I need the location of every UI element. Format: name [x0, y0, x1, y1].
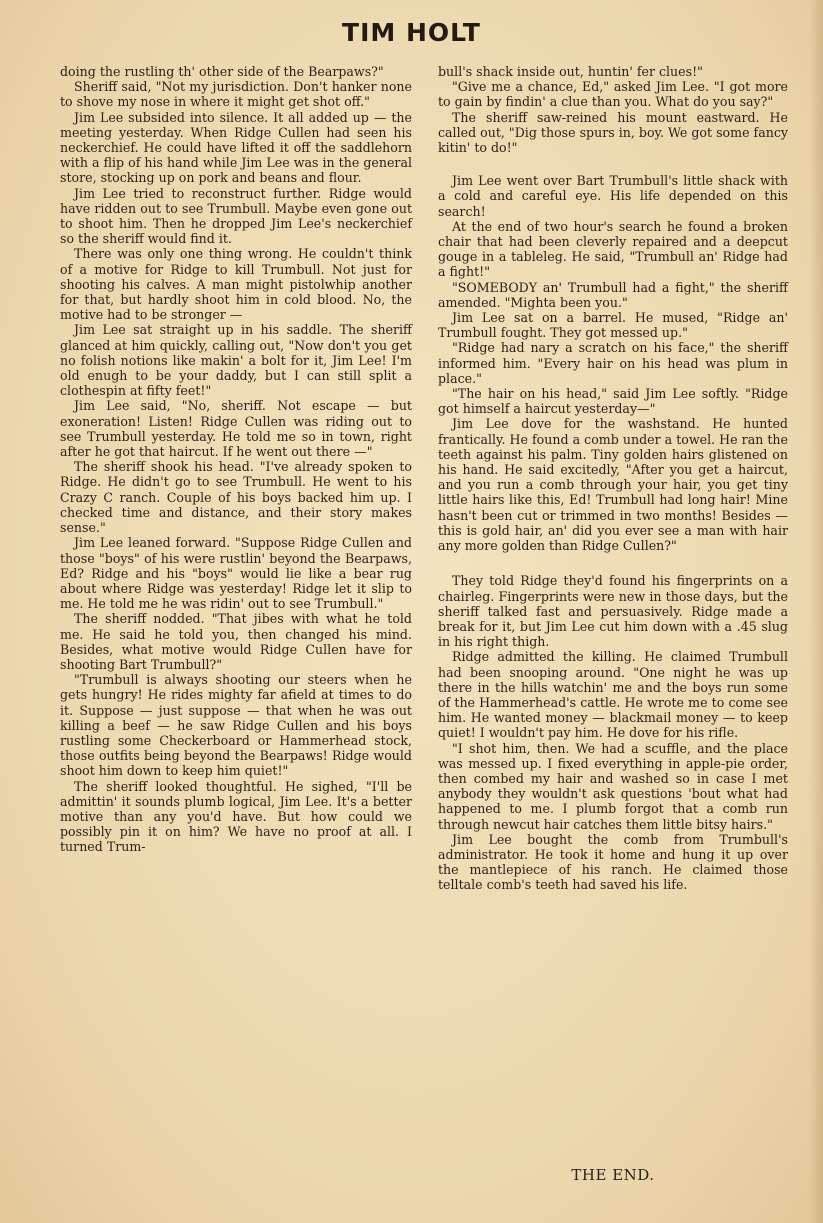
paragraph: bull's shack inside out, huntin' fer clues!" [438, 64, 703, 79]
paragraph: Jim Lee dove for the washstand. He hunted frantically. He found a comb under a towel. He ran the teeth against his palm. Tiny golden hairs glistened on his hand. He said excitedly, "After you get a haircut, and you run a comb through your hair, you get tiny little hairs like this, Ed! Trumbull had long hair! Mine hasn't been cut or trimmed in two months! Besides — this is gold hair, an' did you ever see a man with hair any more golden than Ridge Cullen?" [438, 416, 788, 554]
paragraph: "The hair on his head," said Jim Lee softly. "Ridge got himself a haircut yesterday—" [438, 386, 788, 417]
paragraph: Jim Lee subsided into silence. It all added up — the meeting yesterday. When Ridge Cullen had seen his neckerchief. He could have lifted it off the saddlehorn with a flip of his hand while Jim Lee was in the general store, stocking up on pork and beans and flour. [60, 109, 412, 186]
left-column [60, 64, 412, 855]
paragraph: Jim Lee sat on a barrel. He mused, "Ridge an' Trumbull fought. They got messed up." [438, 310, 788, 341]
paragraph: Jim Lee said, "No, sheriff. Not escape — but exoneration! Listen! Ridge Cullen was riding out to see Trumbull yesterday. He told me so in town, right after he got that haircut. If he went out there —" [60, 398, 412, 460]
paragraph: The sheriff looked thoughtful. He sighed, "I'll be admittin' it sounds plumb logical, Jim Lee. It's a better motive than any you'd have. But how could we possibly pin it on him? We have no proof at all. I turned Trum- [60, 778, 412, 855]
paragraph: Jim Lee sat straight up in his saddle. The sheriff glanced at him quickly, calling out, "Now don't you get no folish notions like makin' a bolt for it, Jim Lee! I'm old enugh to be your daddy, but I can still split a clothespin at fifty feet!" [60, 322, 412, 399]
paragraph: Jim Lee bought the comb from Trumbull's administrator. He took it home and hung it up over the mantlepiece of his ranch. He claimed those telltale comb's teeth had saved his life. [438, 831, 788, 893]
page-edge-shadow [809, 0, 823, 1223]
paragraph: There was only one thing wrong. He couldn't think of a motive for Ridge to kill Trumbull. Not just for shooting his calves. A man might pistolwhip another for that, but hardly shoot him in cold blood. No, the motive had to be stronger — [60, 246, 412, 323]
paragraph: "Ridge had nary a scratch on his face," the sheriff informed him. "Every hair on his head was plum in place." [438, 340, 788, 386]
paragraph: The sheriff saw-reined his mount eastward. He called out, "Dig those spurs in, boy. We got some fancy kitin' to do!" [438, 109, 788, 156]
right-column [438, 64, 788, 893]
paragraph: Sheriff said, "Not my jurisdiction. Don't hanker none to shove my nose in where it might get shot off." [60, 79, 412, 110]
paragraph: "SOMEBODY an' Trumbull had a fight," the sheriff amended. "Mighta been you." [438, 279, 788, 310]
paragraph: "I shot him, then. We had a scuffle, and the place was messed up. I fixed everything in apple-pie order, then combed my hair and washed so in case I met anybody they wouldn't ask questions 'bout what had happened to me. I plumb forgot that a comb run through newcut hair catches them little bitsy hairs." [438, 740, 788, 832]
paragraph: The sheriff shook his head. "I've already spoken to Ridge. He didn't go to see Trumbull. He went to his Crazy C ranch. Couple of his boys backed him up. I checked time and distance, and their story makes sense." [60, 459, 412, 536]
paragraph: The sheriff nodded. "That jibes with what he told me. He said he told you, then changed his mind. Besides, what motive would Ridge Cullen have for shooting Bart Trumbull?" [60, 611, 412, 672]
section-break [438, 155, 788, 173]
paragraph: "Give me a chance, Ed," asked Jim Lee. "I got more to gain by findin' a clue than you. What do you say?" [438, 79, 788, 110]
paragraph: At the end of two hour's search he found a broken chair that had been cleverly repaired and a deepcut gouge in a tableleg. He said, "Trumbull an' Ridge had a fight!" [438, 218, 788, 280]
page-title: TIM HOLT [342, 18, 481, 47]
paragraph: Jim Lee tried to reconstruct further. Ridge would have ridden out to see Trumbull. Maybe even gone out to shoot him. Then he dropped Jim Lee's neckerchief so the sheriff would find it. [60, 185, 412, 247]
paragraph: doing the rustling th' other side of the Bearpaws?" [60, 64, 384, 79]
the-end-label: THE END. [571, 1166, 655, 1184]
paragraph: They told Ridge they'd found his fingerprints on a chairleg. Fingerprints were new in those days, but the sheriff talked fast and persuasively. Ridge made a break for it, but Jim Lee cut him down with a .45 slug in his right thigh. [438, 573, 788, 650]
paragraph: Ridge admitted the killing. He claimed Trumbull had been snooping around. "One night he was up there in the hills watchin' me and the boys run some of the Hammerhead's cattle. He wrote me to come see him. He wanted money — blackmail money — to keep quiet! I wouldn't pay him. He dove for his rifle. [438, 649, 788, 741]
paragraph: "Trumbull is always shooting our steers when he gets hungry! He rides mighty far afield at times to do it. Suppose — just suppose — that when he was out killing a beef — he saw Ridge Cullen and his boys rustling some Checkerboard or Hammerhead stock, those outfits being beyond the Bearpaws! Ridge would shoot him down to keep him quiet!" [60, 672, 412, 779]
paragraph: Jim Lee leaned forward. "Suppose Ridge Cullen and those "boys" of his were rustlin' beyond the Bearpaws, Ed? Ridge and his "boys" would lie like a bear rug about where Ridge was yesterday! Ridge let it slip to me. He told me he was ridin' out to see Trumbull." [60, 535, 412, 612]
paragraph: Jim Lee went over Bart Trumbull's little shack with a cold and careful eye. His life depended on this search! [438, 173, 788, 219]
section-break [438, 553, 788, 573]
